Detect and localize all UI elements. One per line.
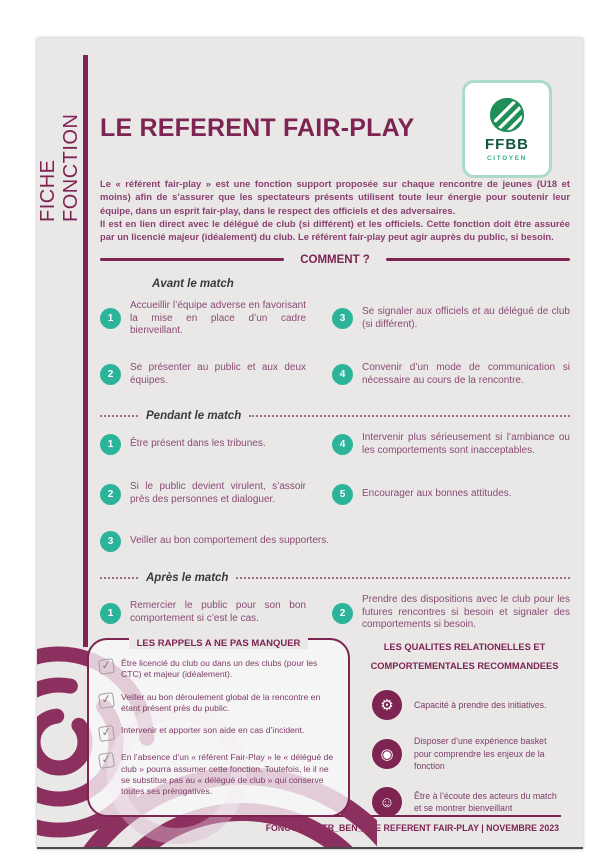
rappel-text: Être licencié du club ou dans un des clubs (pour les CTC) et majeur (idéalement). — [121, 658, 318, 680]
step-number-badge: 4 — [332, 364, 353, 385]
step-number-badge: 1 — [100, 308, 121, 329]
apres-heading: Après le match — [146, 571, 229, 584]
step-text: Se présenter au public et aux deux équipes. — [130, 362, 306, 386]
basketball-experience-icon: ◉ — [372, 739, 402, 769]
intro-paragraphs — [100, 177, 570, 244]
pendant-items — [100, 432, 570, 552]
rappels-checklist — [99, 658, 338, 798]
comment-heading: COMMENT ? — [300, 253, 370, 266]
list-item — [100, 362, 306, 388]
list-item — [100, 531, 570, 552]
step-number-badge: 2 — [100, 364, 121, 385]
section-heading-avant — [100, 278, 570, 290]
dotted-rule-right — [249, 415, 570, 417]
list-item — [100, 300, 306, 338]
step-text: Prendre des dispositions avec le club pour les futures rencontres si besoin et signaler des comportements si besoin. — [362, 593, 570, 631]
qualite-text: Disposer d’une expérience basket pour comprendre les enjeux de la fonction — [414, 736, 547, 771]
section-heading-apres — [100, 572, 570, 584]
list-item — [99, 752, 338, 797]
rappels-heading-wrap — [89, 633, 348, 651]
listening-icon: ☺ — [372, 787, 402, 817]
bottom-section — [87, 638, 565, 817]
avant-items — [100, 300, 570, 388]
list-item — [332, 432, 570, 458]
checkmark-icon — [98, 692, 115, 709]
qualite-text: Être à l’écoute des acteurs du match et se montrer bienveillant — [414, 790, 557, 814]
avant-heading: Avant le match — [152, 277, 234, 290]
step-text: Se signaler aux officiels et au délégué de club (si différent). — [362, 306, 570, 330]
step-text: Encourager aux bonnes attitudes. — [362, 487, 512, 499]
step-number-badge: 5 — [332, 484, 353, 505]
step-text: Accueillir l’équipe adverse en favorisant la mise en place d’un cadre bienveillant. — [130, 299, 306, 337]
intro-paragraph-1: Le « référent fair-play » est une fonction support proposée sur chaque rencontre de jeunes (U18 et moins) afin de s’assurer que les spectateurs présents utilisent toute leur énergie pour soutenir leur équipe, dans un esprit fair-play, dans le respect des officiels et des adversaires. — [100, 178, 570, 216]
list-item — [364, 690, 565, 720]
initiative-icon: ⚙ — [372, 690, 402, 720]
rappel-text: Intervenir et apporter son aide en cas d’incident. — [121, 725, 305, 736]
rappel-text: Veiller au bon déroulement global de la rencontre en étant présent près du public. — [121, 691, 321, 714]
list-item — [364, 787, 565, 817]
qualites-heading-line2: COMPORTEMENTALES RECOMMANDEES — [370, 660, 559, 671]
footer-reference: FONCTION_STR_BEN_2 LE REFERENT FAIR-PLAY | NOVEMBRE 2023 — [265, 823, 559, 833]
section-heading-pendant — [100, 410, 570, 422]
ffbb-spiral-icon — [488, 96, 526, 134]
step-number-badge: 4 — [332, 434, 353, 455]
list-item — [99, 725, 338, 741]
checkmark-icon — [98, 725, 115, 742]
page-title: LE REFERENT FAIR-PLAY — [100, 114, 415, 142]
dotted-rule-right — [236, 577, 570, 579]
dotted-rule-left — [100, 577, 138, 579]
step-number-badge: 2 — [100, 484, 121, 505]
ffbb-logo-text: FFBB — [485, 136, 529, 153]
list-item — [100, 432, 306, 458]
rappels-box — [87, 638, 350, 817]
step-text: Convenir d’un mode de communication si nécessaire au cours de la rencontre. — [362, 362, 570, 386]
checkmark-icon — [98, 752, 115, 769]
step-number-badge: 2 — [332, 603, 353, 624]
list-item — [332, 300, 570, 338]
list-item — [100, 481, 306, 507]
qualites-heading — [364, 638, 565, 675]
dotted-rule-left — [100, 415, 138, 417]
fiche-fonction-side-label: FICHE FONCTION — [37, 113, 82, 222]
step-number-badge: 1 — [100, 603, 121, 624]
ffbb-logo-tagline: CITOYEN — [487, 155, 527, 162]
ffbb-citoyen-logo — [462, 80, 552, 178]
document-page — [37, 38, 583, 849]
step-number-badge: 1 — [100, 434, 121, 455]
step-text: Intervenir plus sérieusement si l’ambiance ou les comportements sont inacceptables. — [362, 431, 570, 456]
qualites-section — [364, 638, 565, 817]
step-text: Remercier le public pour son bon comportement si c’est le cas. — [130, 600, 306, 625]
step-number-badge: 3 — [100, 531, 121, 552]
vertical-divider-bar — [83, 55, 88, 647]
checkmark-icon — [98, 658, 115, 675]
rappels-heading: LES RAPPELS A NE PAS MANQUER — [129, 638, 309, 649]
step-text: Si le public devient virulent, s’assoir près des personnes et dialoguer. — [130, 481, 306, 506]
step-text: Veiller au bon comportement des supporters. — [130, 534, 329, 546]
step-text: Être présent dans les tribunes. — [130, 438, 266, 450]
qualites-heading-line1: LES QUALITES RELATIONELLES ET — [383, 642, 546, 652]
pendant-heading: Pendant le match — [146, 409, 242, 422]
rappel-text: En l’absence d’un « référent Fair-Play » le « délégué de club » pourra assumer cette fonction. Toutefois, le il ne se substitue pas au « délégué de club » qui conserve toutes ses prérogatives. — [121, 752, 334, 797]
list-item — [99, 692, 338, 715]
list-item — [332, 362, 570, 388]
comment-heading-row — [100, 254, 570, 266]
list-item — [332, 481, 570, 507]
list-item — [99, 658, 338, 681]
intro-paragraph-2: Il est en lien direct avec le délégué de club (si différent) et les officiels. Cette fonction doit être assurée par un licencié majeur (idéalement) du club. Le référent fair-play peut agir auprès du public, si besoin. — [100, 218, 570, 243]
heading-rule-left — [100, 258, 284, 261]
heading-rule-right — [386, 258, 570, 261]
qualite-text: Capacité à prendre des initiatives. — [414, 700, 547, 711]
step-number-badge: 3 — [332, 308, 353, 329]
list-item — [364, 735, 565, 772]
